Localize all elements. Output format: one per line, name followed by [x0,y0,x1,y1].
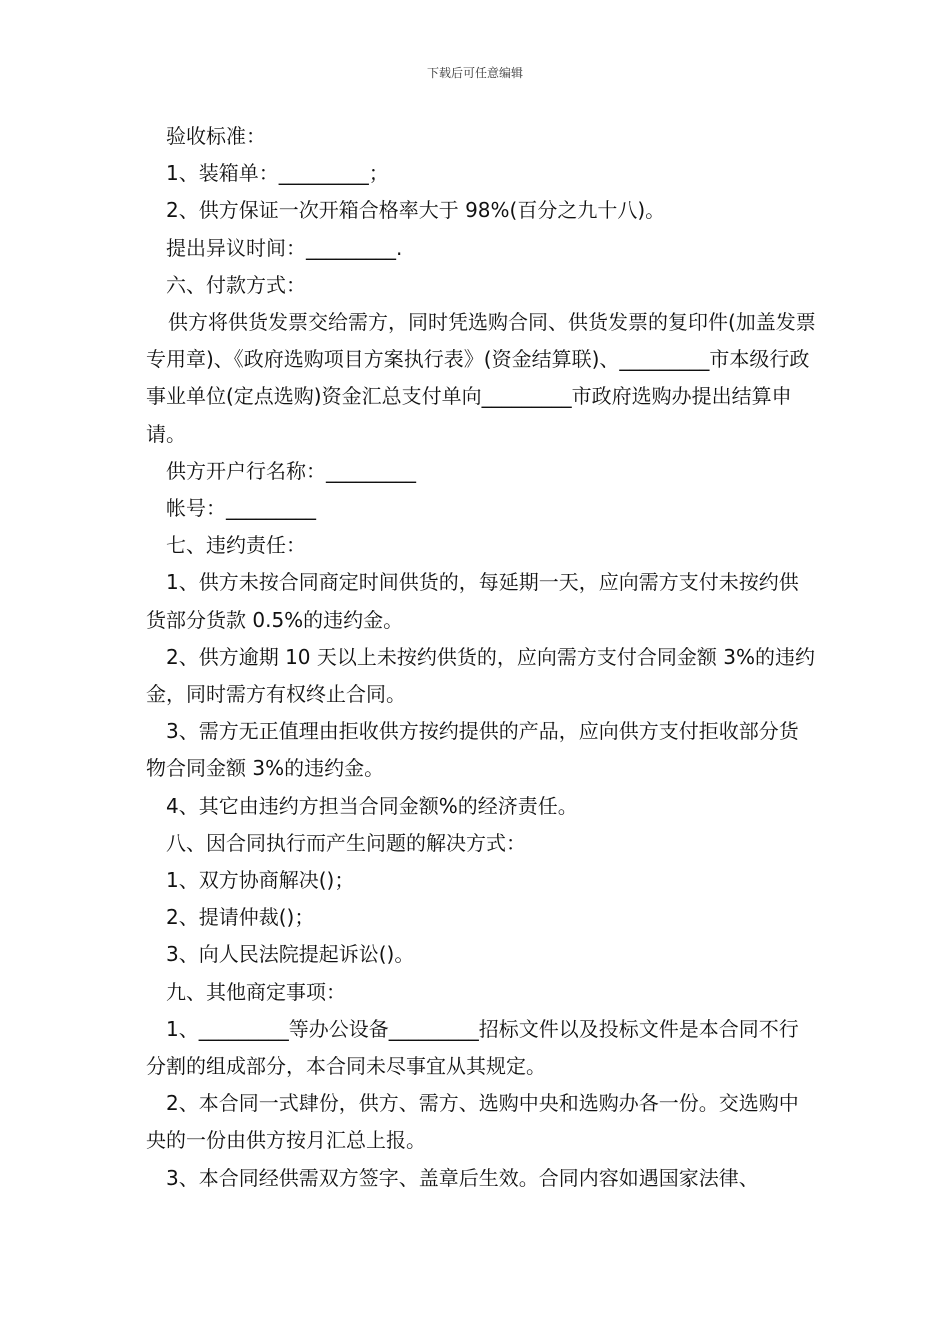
paragraph-breach-1: 1、供方未按合同商定时间供货的，每延期一天，应向需方支付未按约供货部分货款 0.5%的违约金。 [146,570,799,632]
paragraph-breach-4: 4、其它由违约方担当合同金额%的经济责任。 [166,793,578,818]
paragraph-acceptance-standard: 验收标准： [166,124,266,148]
paragraph-dispute-2: 2、提请仲裁()； [166,905,315,930]
paragraph-objection-time: 提出异议时间：_________. [166,235,403,260]
section-heading-payment: 六、付款方式： [166,272,306,297]
paragraph-breach-3: 3、需方无正值理由拒收供方按约提供的产品，应向供方支付拒收部分货物合同金额 3%的违约金。 [146,719,799,781]
paragraph-breach-2: 2、供方逾期 10 天以上未按约供货的，应向需方支付合同金额 3%的违约金，同时需方有权终止合同。 [146,644,815,707]
paragraph-other-1: 1、_________等办公设备_________招标文件以及投标文件是本合同不行分割的组成部分，本合同未尽事宜从其规定。 [146,1016,799,1079]
document-body [146,118,816,1197]
paragraph-dispute-1: 1、双方协商解决()； [166,868,355,893]
section-heading-dispute: 八、因合同执行而产生问题的解决方式： [166,830,526,855]
paragraph-other-2: 2、本合同一式肆份，供方、需方、选购中央和选购办各一份。交选购中央的一份由供方按月汇总上报。 [146,1091,799,1153]
paragraph-bank-name: 供方开户行名称：_________ [166,458,416,483]
section-heading-other: 九、其他商定事项： [166,979,346,1004]
paragraph-other-3: 3、本合同经供需双方签字、盖章后生效。合同内容如遇国家法律、 [166,1165,759,1190]
paragraph-payment-terms: 供方将供货发票交给需方，同时凭选购合同、供货发票的复印件(加盖发票专用章)、《政府选购项目方案执行表》(资金结算联)、_________市本级行政事业单位(定点选购)资金汇总支付单向_________市政府选购办提出结算申请。 [146,310,816,446]
paragraph-packing-list: 1、装箱单：_________； [166,161,389,186]
section-heading-breach: 七、违约责任： [166,533,306,558]
paragraph-dispute-3: 3、向人民法院提起诉讼()。 [166,942,415,967]
paragraph-account-number: 帐号：_________ [166,496,316,521]
page-header: 下载后可任意编辑 [426,66,523,80]
paragraph-pass-rate: 2、供方保证一次开箱合格率大于 98%(百分之九十八)。 [166,198,666,223]
